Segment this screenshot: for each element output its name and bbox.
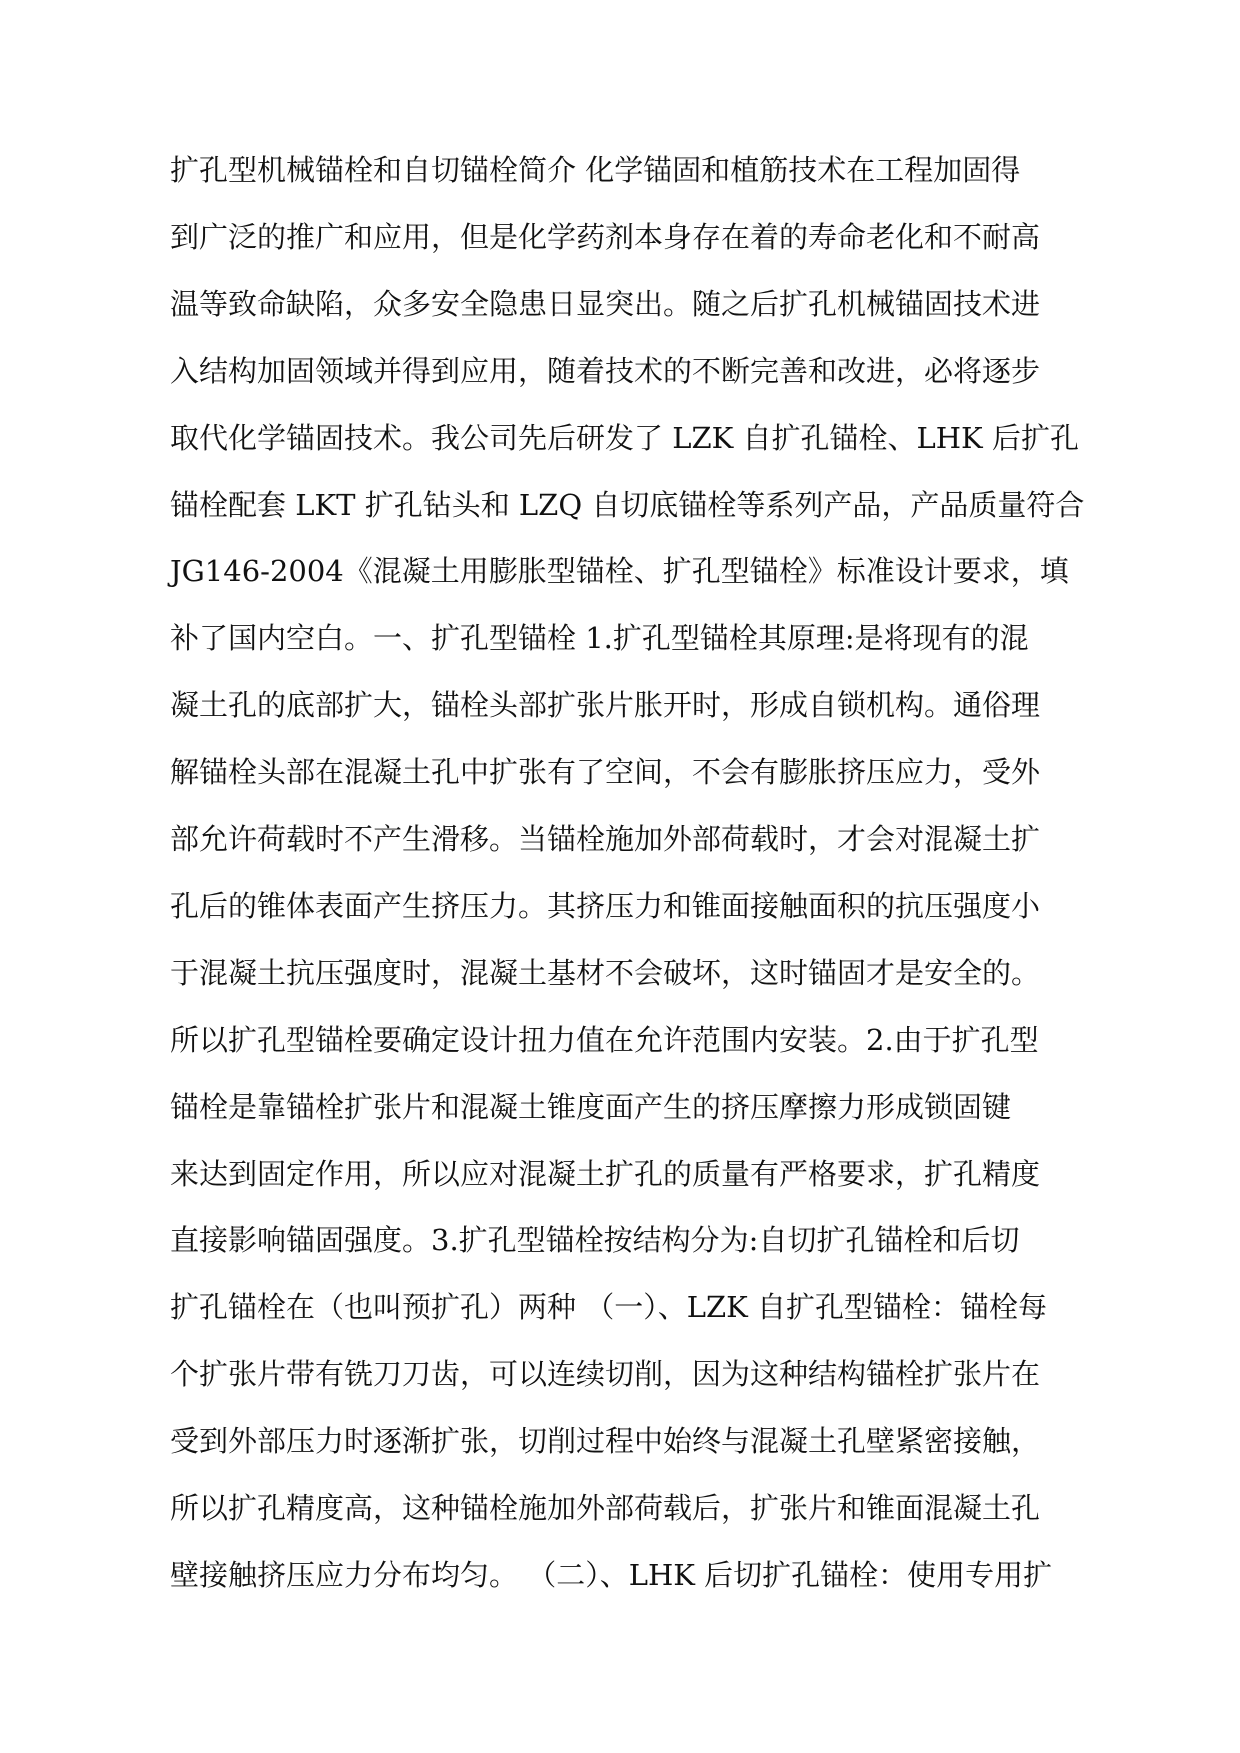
paragraph-line: 锚栓是靠锚栓扩张片和混凝土锥度面产生的挤压摩擦力形成锁固键 bbox=[170, 1089, 1012, 1124]
paragraph-line: 扩孔型机械锚栓和自切锚栓简介 化学锚固和植筋技术在工程加固得 bbox=[170, 153, 1021, 187]
paragraph-line: 部允许荷载时不产生滑移。当锚栓施加外部荷载时，才会对混凝土扩 bbox=[170, 822, 1041, 856]
paragraph-line: 取代化学锚固技术。我公司先后研发了 LZK 自扩孔锚栓、LHK 后扩孔 bbox=[170, 420, 1079, 455]
paragraph-line: 于混凝土抗压强度时，混凝土基材不会破坏，这时锚固才是安全的。 bbox=[170, 955, 1041, 990]
paragraph-line: 直接影响锚固强度。3.扩孔型锚栓按结构分为:自切扩孔锚栓和后切 bbox=[170, 1223, 1020, 1258]
paragraph-line: 所以扩孔精度高，这种锚栓施加外部荷载后，扩张片和锥面混凝土孔 bbox=[170, 1491, 1041, 1525]
paragraph-line: 温等致命缺陷，众多安全隐患日显突出。随之后扩孔机械锚固技术进 bbox=[170, 286, 1041, 321]
paragraph-line: 凝土孔的底部扩大，锚栓头部扩张片胀开时，形成自锁机构。通俗理 bbox=[170, 688, 1041, 723]
paragraph-line: JG146-2004《混凝土用膨胀型锚栓、扩孔型锚栓》标准设计要求，填 bbox=[170, 554, 1069, 589]
paragraph-line: 个扩张片带有铣刀刀齿，可以连续切削，因为这种结构锚栓扩张片在 bbox=[170, 1357, 1041, 1392]
paragraph-line: 入结构加固领域并得到应用，随着技术的不断完善和改进，必将逐步 bbox=[170, 353, 1041, 388]
paragraph-line: 来达到固定作用，所以应对混凝土扩孔的质量有严格要求，扩孔精度 bbox=[170, 1156, 1041, 1191]
paragraph-line: 到广泛的推广和应用，但是化学药剂本身存在着的寿命老化和不耐高 bbox=[170, 219, 1041, 254]
paragraph-line: 解锚栓头部在混凝土孔中扩张有了空间，不会有膨胀挤压应力，受外 bbox=[170, 755, 1041, 790]
paragraph-line: 扩孔锚栓在（也叫预扩孔）两种 （一）、LZK 自扩孔型锚栓：锚栓每 bbox=[170, 1290, 1048, 1325]
paragraph-line: 补了国内空白。一、扩孔型锚栓 1.扩孔型锚栓其原理:是将现有的混 bbox=[170, 621, 1029, 656]
paragraph-line: 所以扩孔型锚栓要确定设计扭力值在允许范围内安装。2.由于扩孔型 bbox=[170, 1022, 1039, 1057]
paragraph-line: 受到外部压力时逐渐扩张，切削过程中始终与混凝土孔壁紧密接触， bbox=[170, 1424, 1041, 1459]
paragraph-line: 孔后的锥体表面产生挤压力。其挤压力和锥面接触面积的抗压强度小 bbox=[170, 888, 1041, 923]
paragraph-line: 锚栓配套 LKT 扩孔钻头和 LZQ 自切底锚栓等系列产品，产品质量符合 bbox=[170, 487, 1085, 522]
paragraph-line: 壁接触挤压应力分布均匀。 （二）、LHK 后切扩孔锚栓：使用专用扩 bbox=[170, 1557, 1053, 1592]
